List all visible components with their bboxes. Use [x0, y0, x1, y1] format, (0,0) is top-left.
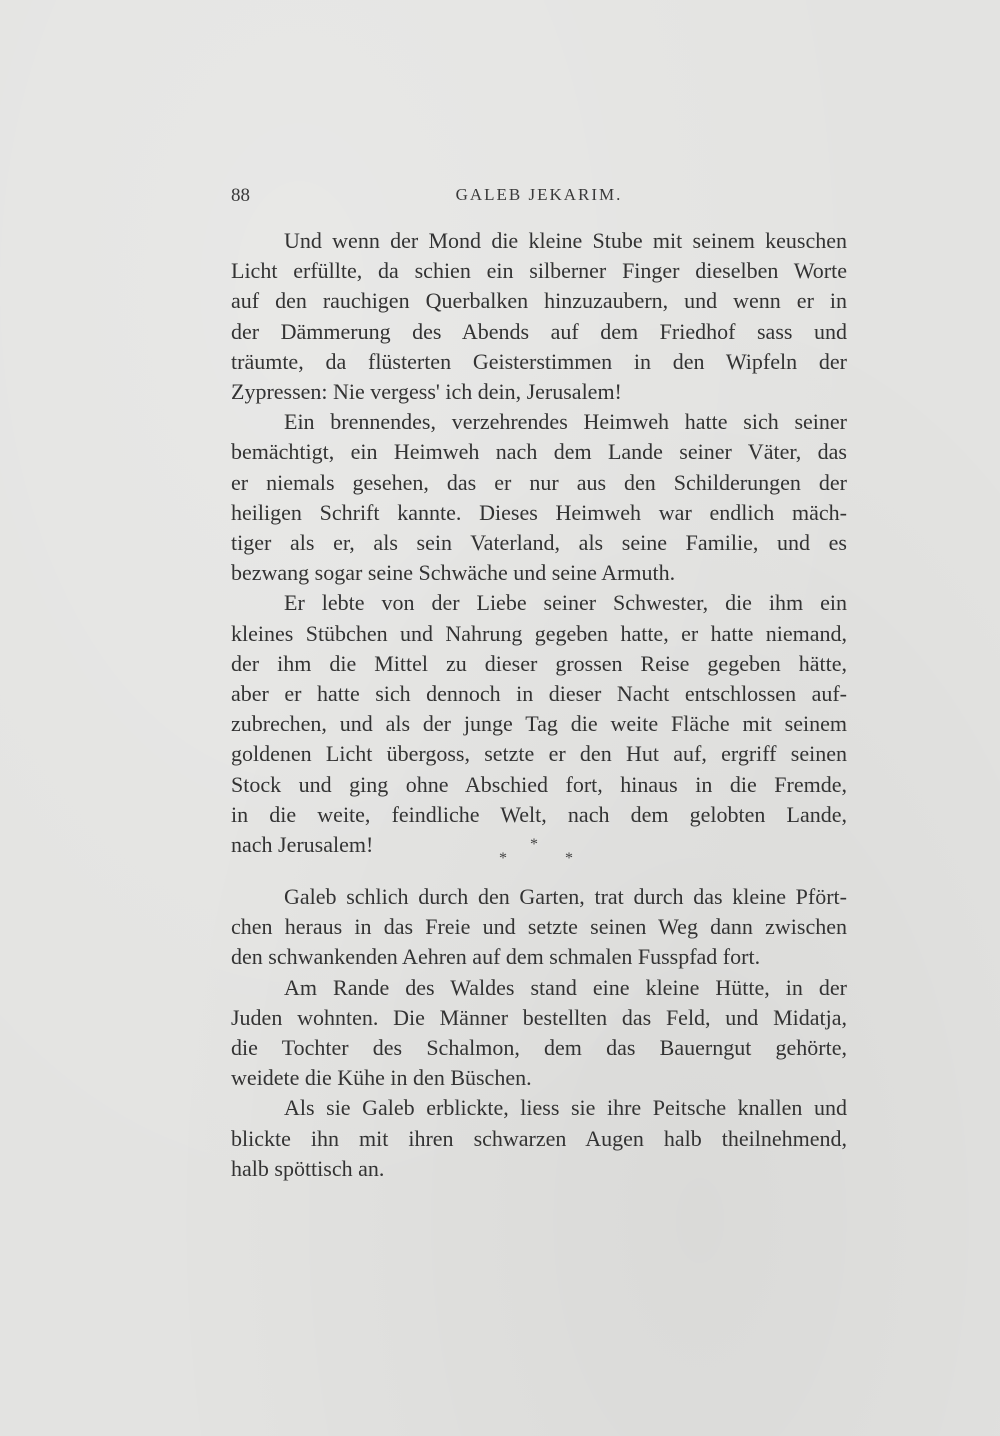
- text-line: halb spöttisch an.: [231, 1155, 385, 1181]
- text-block-section-1: [231, 226, 847, 860]
- text-line: Galeb schlich durch den Garten, trat durch das kleine Pfört-: [284, 884, 847, 909]
- text-line: Licht erfüllte, da schien ein silberner Finger dieselben Worte: [231, 258, 847, 284]
- text-line: zubrechen, und als der junge Tag die weite Fläche mit seinem: [231, 711, 847, 737]
- page-number: 88: [231, 185, 250, 206]
- text-line: den schwankenden Aehren auf dem schmalen Fusspfad fort.: [231, 944, 761, 970]
- paragraph: [231, 973, 847, 1094]
- text-line: bemächtigt, ein Heimweh nach dem Lande seiner Väter, das: [231, 439, 847, 465]
- text-line: Zypressen: Nie vergess' ich dein, Jerusalem!: [231, 379, 622, 405]
- running-title: GALEB JEKARIM.: [455, 185, 623, 204]
- asterisk-top: *: [530, 836, 538, 853]
- text-line: weidete die Kühe in den Büschen.: [231, 1065, 532, 1091]
- text-line: Am Rande des Waldes stand eine kleine Hütte, in der: [284, 974, 847, 1000]
- paragraph: [231, 882, 847, 973]
- text-line: tiger als er, als sein Vaterland, als seine Familie, und es: [231, 530, 847, 556]
- text-block-section-2: [231, 882, 847, 1184]
- text-line: auf den rauchigen Querbalken hinzuzaubern, und wenn er in: [231, 288, 847, 314]
- text-line: nach Jerusalem!: [231, 832, 374, 858]
- text-line: chen heraus in das Freie und setzte seinen Weg dann zwischen: [231, 914, 847, 940]
- paragraph: [231, 588, 847, 860]
- text-line: bezwang sogar seine Schwäche und seine Armuth.: [231, 560, 676, 586]
- text-line: Stock und ging ohne Abschied fort, hinaus in die Fremde,: [231, 771, 847, 797]
- text-line: Juden wohnten. Die Männer bestellten das Feld, und Midatja,: [231, 1004, 847, 1030]
- text-line: kleines Stübchen und Nahrung gegeben hatte, er hatte niemand,: [231, 620, 847, 646]
- text-line: Er lebte von der Liebe seiner Schwester, die ihm ein: [284, 590, 847, 616]
- text-line: Ein brennendes, verzehrendes Heimweh hatte sich seiner: [284, 409, 847, 435]
- paragraph: [231, 407, 847, 588]
- text-line: heiligen Schrift kannte. Dieses Heimweh war endlich mäch-: [231, 499, 847, 525]
- text-line: aber er hatte sich dennoch in dieser Nacht entschlossen auf-: [231, 681, 847, 707]
- text-line: blickte ihn mit ihren schwarzen Augen halb theilnehmend,: [231, 1125, 847, 1151]
- text-line: in die weite, feindliche Welt, nach dem gelobten Lande,: [231, 801, 847, 827]
- paragraph: [231, 1093, 847, 1184]
- text-line: er niemals gesehen, das er nur aus den Schilderungen der: [231, 469, 847, 495]
- paragraph: [231, 226, 847, 407]
- text-line: goldenen Licht übergoss, setzte er den Hut auf, ergriff seinen: [231, 741, 847, 767]
- section-break-asterisks: [231, 836, 847, 876]
- text-line: Und wenn der Mond die kleine Stube mit seinem keuschen: [284, 228, 847, 253]
- text-line: die Tochter des Schalmon, dem das Bauerngut gehörte,: [231, 1035, 847, 1061]
- text-line: der Dämmerung des Abends auf dem Friedhof sass und: [231, 318, 847, 344]
- text-line: der ihm die Mittel zu dieser grossen Reise gegeben hätte,: [231, 650, 847, 676]
- running-head: [231, 183, 847, 211]
- text-line: träumte, da flüsterten Geisterstimmen in den Wipfeln der: [231, 348, 847, 374]
- text-line: Als sie Galeb erblickte, liess sie ihre Peitsche knallen und: [284, 1095, 847, 1121]
- asterisk-right: *: [565, 850, 573, 867]
- asterisk-left: *: [499, 850, 507, 867]
